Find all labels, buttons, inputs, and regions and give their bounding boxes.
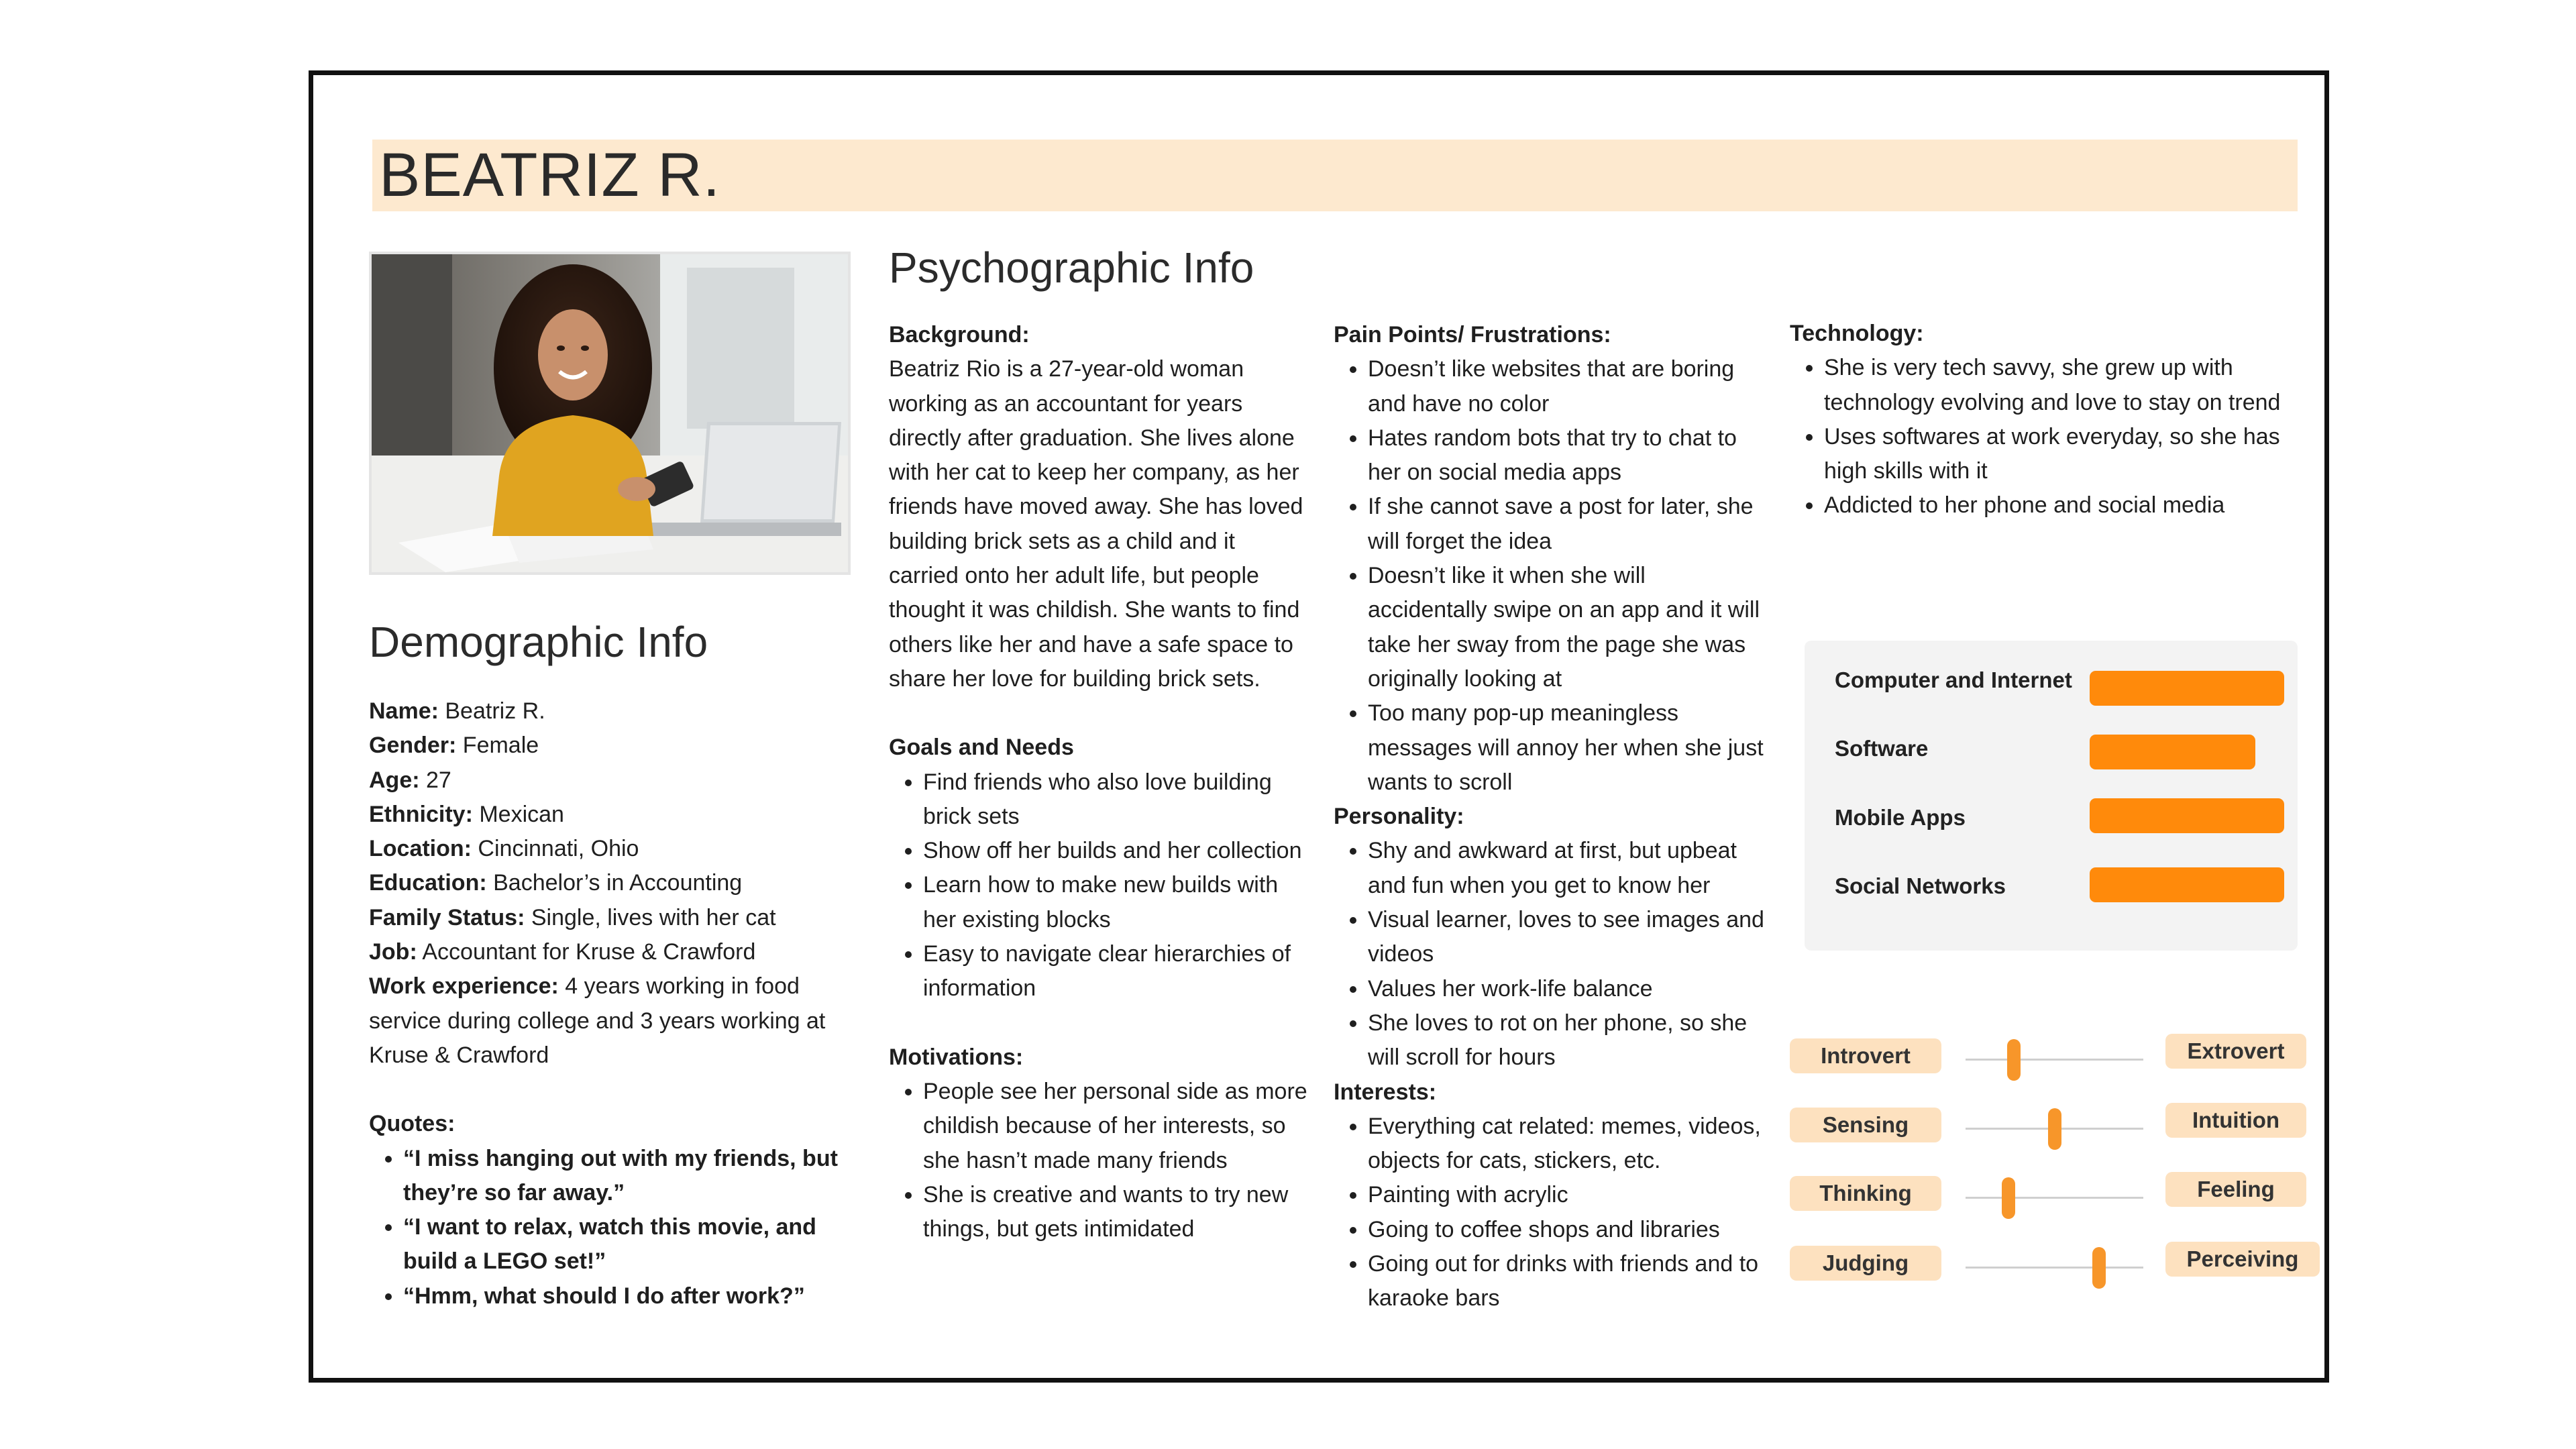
interests-list: [1334, 1110, 1770, 1316]
trait-slider-track: [1966, 1267, 2143, 1269]
quote-item: • “I miss hanging out with my friends, but they’re so far away.”: [403, 1142, 842, 1211]
quotes-label: Quotes:: [369, 1111, 455, 1137]
technology-label: Technology:: [1790, 321, 1924, 346]
persona-name-title: BEATRIZ R.: [379, 141, 721, 209]
trait-left-label: Introvert: [1790, 1038, 1941, 1073]
personality-label: Personality:: [1334, 804, 1464, 830]
tech-skill-bar: [2090, 867, 2284, 902]
trait-right-label: Perceiving: [2165, 1242, 2320, 1277]
goal-item: • Show off her builds and her collection: [923, 834, 1308, 868]
goal-item: • Easy to navigate clear hierarchies of information: [923, 937, 1308, 1006]
persona-photo-illustration: [372, 254, 848, 572]
trait-right-label: Extrovert: [2165, 1034, 2306, 1069]
pain-point-item: • Too many pop-up meaningless messages will annoy her when she just wants to scroll: [1368, 696, 1770, 800]
personality-item: • Visual learner, loves to see images and videos: [1368, 903, 1770, 972]
tech-skill-label: Software: [1835, 736, 1929, 761]
field-location: Location: Cincinnati, Ohio: [369, 836, 639, 862]
interest-item: • Everything cat related: memes, videos, objects for cats, stickers, etc.: [1368, 1110, 1770, 1179]
motivations-label: Motivations:: [889, 1044, 1024, 1070]
field-family-status: Family Status: Single, lives with her cat: [369, 904, 776, 930]
pain-point-item: • Doesn’t like websites that are boring and have no color: [1368, 352, 1770, 421]
personality-item: • Shy and awkward at first, but upbeat and fun when you get to know her: [1368, 834, 1770, 903]
trait-slider-thumb: [2007, 1039, 2021, 1081]
background-text: Beatriz Rio is a 27-year-old woman working as an accountant for years directly after graduation. She lives alone with her cat to keep her company, as her friends have moved away. She has loved building brick sets as a child and it carried onto her adult life, but people thought it was childish. She wants to find others like her and have a safe space to share her love for building brick sets.: [889, 356, 1303, 692]
quote-item: • “Hmm, what should I do after work?”: [403, 1279, 842, 1313]
field-age: Age: 27: [369, 767, 451, 793]
demographic-heading: Demographic Info: [369, 618, 708, 666]
goals-list: [889, 765, 1308, 1006]
interests-label: Interests:: [1334, 1079, 1437, 1105]
trait-left-label: Judging: [1790, 1246, 1941, 1281]
tech-skill-bar: [2090, 735, 2255, 769]
motivation-item: • She is creative and wants to try new things, but gets intimidated: [923, 1178, 1308, 1247]
field-ethnicity: Ethnicity: Mexican: [369, 801, 564, 827]
trait-slider-thumb: [2002, 1177, 2015, 1219]
technology-section: [1790, 317, 2283, 523]
psychographic-heading: Psychographic Info: [889, 244, 1254, 292]
quotes-list: [369, 1142, 842, 1313]
pain-points-label: Pain Points/ Frustrations:: [1334, 322, 1611, 347]
tech-skill-bar: [2090, 798, 2284, 833]
field-work-experience: Work experience: 4 years working in food service during college and 3 years working at Kruse & Crawford: [369, 973, 826, 1068]
trait-right-label: Intuition: [2165, 1103, 2306, 1138]
pain-point-item: • Doesn’t like it when she will accidentally swipe on an app and it will take her sway from the page she was originally looking at: [1368, 559, 1770, 696]
personality-item: • She loves to rot on her phone, so she will scroll for hours: [1368, 1006, 1770, 1075]
demographic-fields: [369, 694, 842, 1313]
psychographic-column-2: [1334, 318, 1770, 1316]
technology-item: • Addicted to her phone and social media: [1824, 488, 2283, 523]
trait-slider-track: [1966, 1059, 2143, 1061]
motivation-item: • People see her personal side as more childish because of her interests, so she hasn’t made many friends: [923, 1075, 1308, 1178]
tech-skill-label: Mobile Apps: [1835, 805, 1966, 830]
goals-label: Goals and Needs: [889, 735, 1074, 761]
pain-point-item: • Hates random bots that try to chat to her on social media apps: [1368, 421, 1770, 490]
background-label: Background:: [889, 322, 1030, 347]
trait-left-label: Thinking: [1790, 1176, 1941, 1211]
tech-skill-bar: [2090, 671, 2284, 706]
field-job: Job: Accountant for Kruse & Crawford: [369, 939, 756, 965]
trait-slider-thumb: [2092, 1247, 2106, 1289]
personality-list: [1334, 834, 1770, 1075]
persona-photo: [369, 252, 851, 575]
field-gender: Gender: Female: [369, 733, 539, 759]
field-name: Name: Beatriz R.: [369, 698, 545, 724]
technology-list: [1790, 351, 2283, 523]
field-education: Education: Bachelor’s in Accounting: [369, 870, 743, 896]
trait-slider-thumb: [2048, 1108, 2061, 1150]
goal-item: • Learn how to make new builds with her existing blocks: [923, 868, 1308, 937]
quote-item: • “I want to relax, watch this movie, and build a LEGO set!”: [403, 1210, 842, 1279]
motivations-list: [889, 1075, 1308, 1246]
personality-item: • Values her work-life balance: [1368, 972, 1770, 1006]
tech-skill-label: Computer and Internet: [1835, 667, 2072, 692]
psychographic-column-1: [889, 318, 1308, 1246]
interest-item: • Going out for drinks with friends and to karaoke bars: [1368, 1247, 1770, 1316]
trait-left-label: Sensing: [1790, 1108, 1941, 1142]
technology-item: • Uses softwares at work everyday, so she has high skills with it: [1824, 420, 2283, 489]
trait-slider-track: [1966, 1197, 2143, 1199]
goal-item: • Find friends who also love building brick sets: [923, 765, 1308, 835]
interest-item: • Painting with acrylic: [1368, 1178, 1770, 1212]
technology-item: • She is very tech savvy, she grew up with technology evolving and love to stay on trend: [1824, 351, 2283, 420]
pain-point-item: • If she cannot save a post for later, she will forget the idea: [1368, 490, 1770, 559]
tech-skill-label: Social Networks: [1835, 873, 2006, 898]
trait-right-label: Feeling: [2165, 1172, 2306, 1207]
interest-item: • Going to coffee shops and libraries: [1368, 1213, 1770, 1247]
pain-points-list: [1334, 352, 1770, 800]
